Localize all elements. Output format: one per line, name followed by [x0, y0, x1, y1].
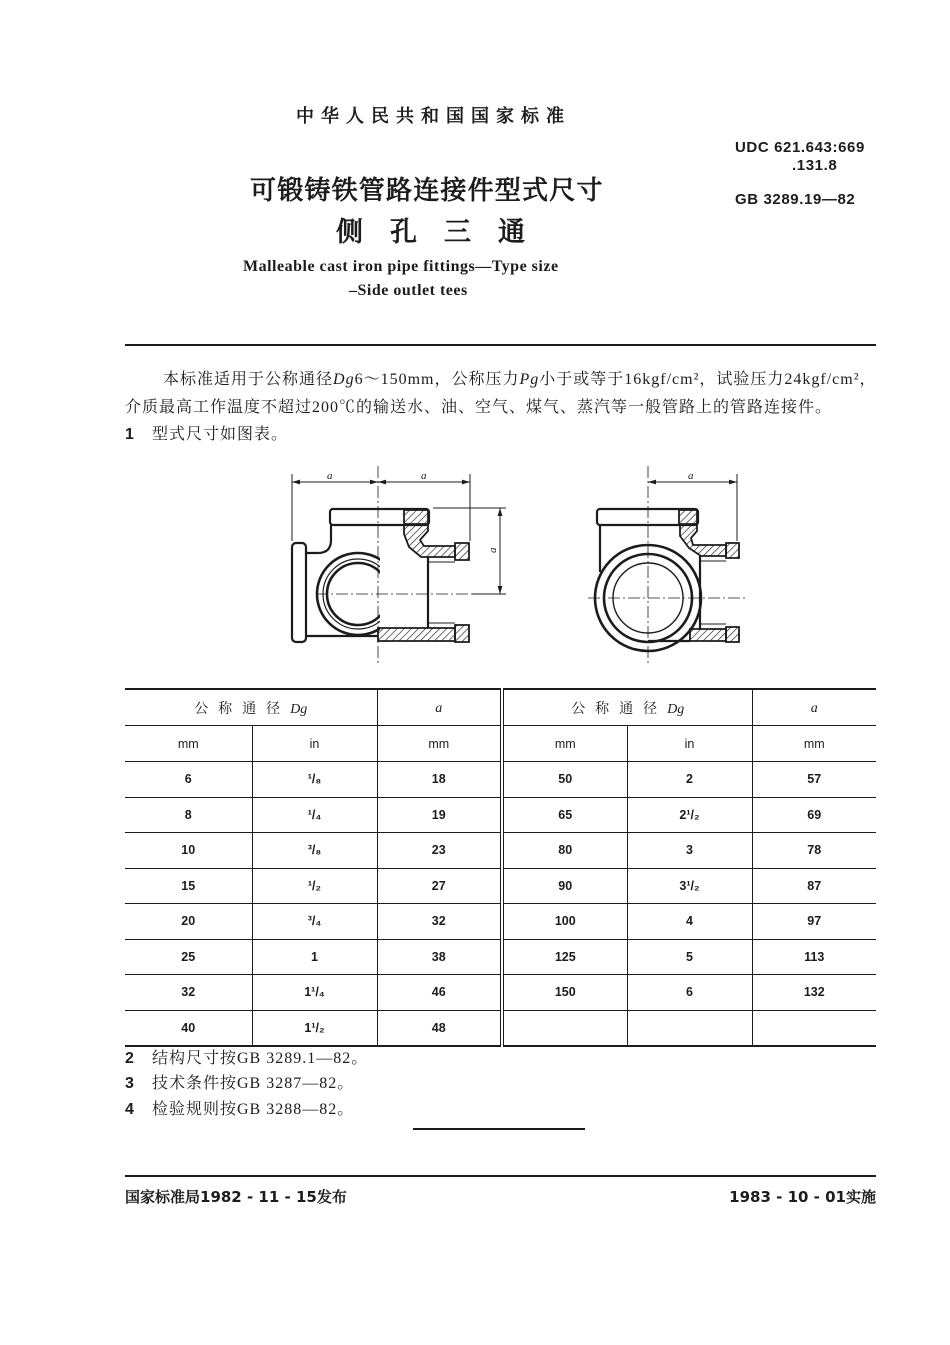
clause-text: 型式尺寸如图表。 [152, 426, 289, 443]
header-label: 公称通径 [194, 699, 291, 716]
a-symbol: a [435, 700, 443, 716]
table-row [125, 1010, 876, 1046]
udc-code-continued: .131.8 [792, 157, 838, 174]
section-rim [455, 625, 469, 642]
dimension-label-a: a [421, 470, 427, 482]
dg-symbol: Dg [290, 701, 308, 717]
table-row [125, 904, 876, 940]
table-cell: 65 [502, 797, 627, 833]
section-rim [679, 510, 697, 524]
table-cell: 57 [752, 762, 876, 798]
unit-cell: mm [377, 726, 502, 762]
a-header [752, 689, 876, 726]
table-row [125, 868, 876, 904]
clause-number: 1 [125, 426, 135, 443]
table-cell: 80 [502, 833, 627, 869]
table-cell: 6 [125, 762, 252, 798]
table-cell: 8 [125, 797, 252, 833]
header-label: 公称通径 [571, 699, 668, 716]
section-bottom-wall [378, 628, 455, 641]
table-cell: 100 [502, 904, 627, 940]
table-cell: ¹/₂ [252, 868, 377, 904]
section-wall [404, 525, 455, 557]
table-cell: 40 [125, 1010, 252, 1046]
table-cell: 23 [377, 833, 502, 869]
table-cell: 10 [125, 833, 252, 869]
table-cell: 1¹/₂ [252, 1010, 377, 1046]
clause-number: 3 [125, 1075, 135, 1092]
body-outline [306, 525, 331, 553]
clause-4 [125, 1096, 354, 1119]
table-cell: 6 [627, 975, 752, 1011]
table-cell: 2 [627, 762, 752, 798]
table-cell: 1¹/₄ [252, 975, 377, 1011]
table-cell: 69 [752, 797, 876, 833]
section-bottom-wall [690, 629, 726, 641]
thread-line [700, 561, 726, 624]
clause-number: 2 [125, 1050, 135, 1067]
table-cell: 20 [125, 904, 252, 940]
table-cell: 38 [377, 939, 502, 975]
left-port-rim [292, 543, 306, 642]
side-outlet-tee-drawing [270, 460, 760, 668]
table-cell: 50 [502, 762, 627, 798]
table-row [125, 939, 876, 975]
udc-code: UDC 621.643:669 [735, 139, 865, 156]
clause-3 [125, 1070, 354, 1093]
clause-2 [125, 1045, 368, 1068]
pg-symbol: Pg [519, 371, 540, 388]
table-cell: 90 [502, 868, 627, 904]
hatched-section [679, 510, 739, 642]
table-cell: 46 [377, 975, 502, 1011]
dimension-table [125, 688, 876, 1047]
english-title-line-2: –Side outlet tees [349, 282, 468, 299]
table-cell: 125 [502, 939, 627, 975]
clause-text: 技术条件按GB 3287—82。 [152, 1075, 355, 1092]
document-title: 可锻铸铁管路连接件型式尺寸 [250, 176, 604, 206]
section-rim [455, 543, 469, 560]
front-view [292, 466, 506, 664]
table-cell: 113 [752, 939, 876, 975]
table-header-row [125, 689, 876, 726]
intro-line-2: 介质最高工作温度不超过200℃的输送水、油、空气、煤气、蒸汽等一般管路上的管路连接件。 [125, 399, 833, 416]
gb-standard-number: GB 3289.19—82 [735, 191, 856, 208]
table-cell: 25 [125, 939, 252, 975]
document-subtitle: 侧孔三通 [336, 217, 552, 248]
table-row [125, 833, 876, 869]
table-cell: 87 [752, 868, 876, 904]
intro-text: 6～150mm，公称压力 [354, 371, 520, 388]
table-cell [502, 1010, 627, 1046]
dimensions [292, 474, 506, 594]
unit-cell: mm [752, 726, 876, 762]
section-rim [726, 543, 739, 558]
table-cell: ¹/₈ [252, 762, 377, 798]
table-cell: 27 [377, 868, 502, 904]
end-of-text-rule [413, 1128, 585, 1130]
table-cell: 18 [377, 762, 502, 798]
a-header [377, 689, 502, 726]
footer-divider [125, 1175, 876, 1177]
dg-symbol: Dg [333, 371, 355, 388]
table-cell: ³/₄ [252, 904, 377, 940]
table-row [125, 762, 876, 798]
table-cell: 3 [627, 833, 752, 869]
nominal-diameter-header [125, 689, 377, 726]
effective-date: 1983 - 10 - 01实施 [729, 1188, 876, 1206]
table-cell: 15 [125, 868, 252, 904]
header-divider [125, 344, 876, 346]
issue-date: 国家标准局1982 - 11 - 15发布 [125, 1188, 347, 1206]
unit-cell: in [252, 726, 377, 762]
a-symbol: a [810, 700, 818, 716]
section-rim [726, 627, 739, 642]
unit-cell: mm [502, 726, 627, 762]
unit-cell: in [627, 726, 752, 762]
intro-line-1 [163, 366, 877, 389]
english-title-line-1: Malleable cast iron pipe fittings—Type size [243, 258, 559, 275]
table-cell: 4 [627, 904, 752, 940]
dg-symbol: Dg [667, 701, 685, 717]
table-row [125, 797, 876, 833]
table-row [125, 975, 876, 1011]
table-cell [627, 1010, 752, 1046]
table-cell: ³/₈ [252, 833, 377, 869]
table-cell: 19 [377, 797, 502, 833]
clause-1 [125, 421, 288, 444]
table-cell: 48 [377, 1010, 502, 1046]
table-cell: 3¹/₂ [627, 868, 752, 904]
clause-text: 检验规则按GB 3288—82。 [152, 1101, 355, 1118]
table-cell: 132 [752, 975, 876, 1011]
thread-line [428, 562, 455, 623]
table-cell: ¹/₄ [252, 797, 377, 833]
table-cell [752, 1010, 876, 1046]
section-wall [680, 525, 726, 556]
table-cell: 78 [752, 833, 876, 869]
national-standard-header: 中华人民共和国国家标准 [296, 106, 571, 127]
table-cell: 32 [377, 904, 502, 940]
dimension-label-a: a [327, 470, 333, 482]
table-cell: 32 [125, 975, 252, 1011]
dimension-label-a: a [487, 547, 499, 553]
table-units-row [125, 726, 876, 762]
nominal-diameter-header [502, 689, 752, 726]
table-cell: 150 [502, 975, 627, 1011]
dimension-label-a: a [688, 470, 694, 482]
table-cell: 1 [252, 939, 377, 975]
unit-cell: mm [125, 726, 252, 762]
section-rim [404, 510, 428, 524]
table-cell: 97 [752, 904, 876, 940]
clause-number: 4 [125, 1101, 135, 1118]
intro-text: 本标准适用于公称通径 [163, 371, 334, 388]
clause-text: 结构尺寸按GB 3289.1—82。 [152, 1050, 369, 1067]
table-cell: 5 [627, 939, 752, 975]
table-cell: 2¹/₂ [627, 797, 752, 833]
intro-text: 小于或等于16kgf/cm²，试验压力24kgf/cm²， [539, 371, 877, 388]
hatched-section [378, 510, 469, 642]
side-view [588, 466, 746, 664]
